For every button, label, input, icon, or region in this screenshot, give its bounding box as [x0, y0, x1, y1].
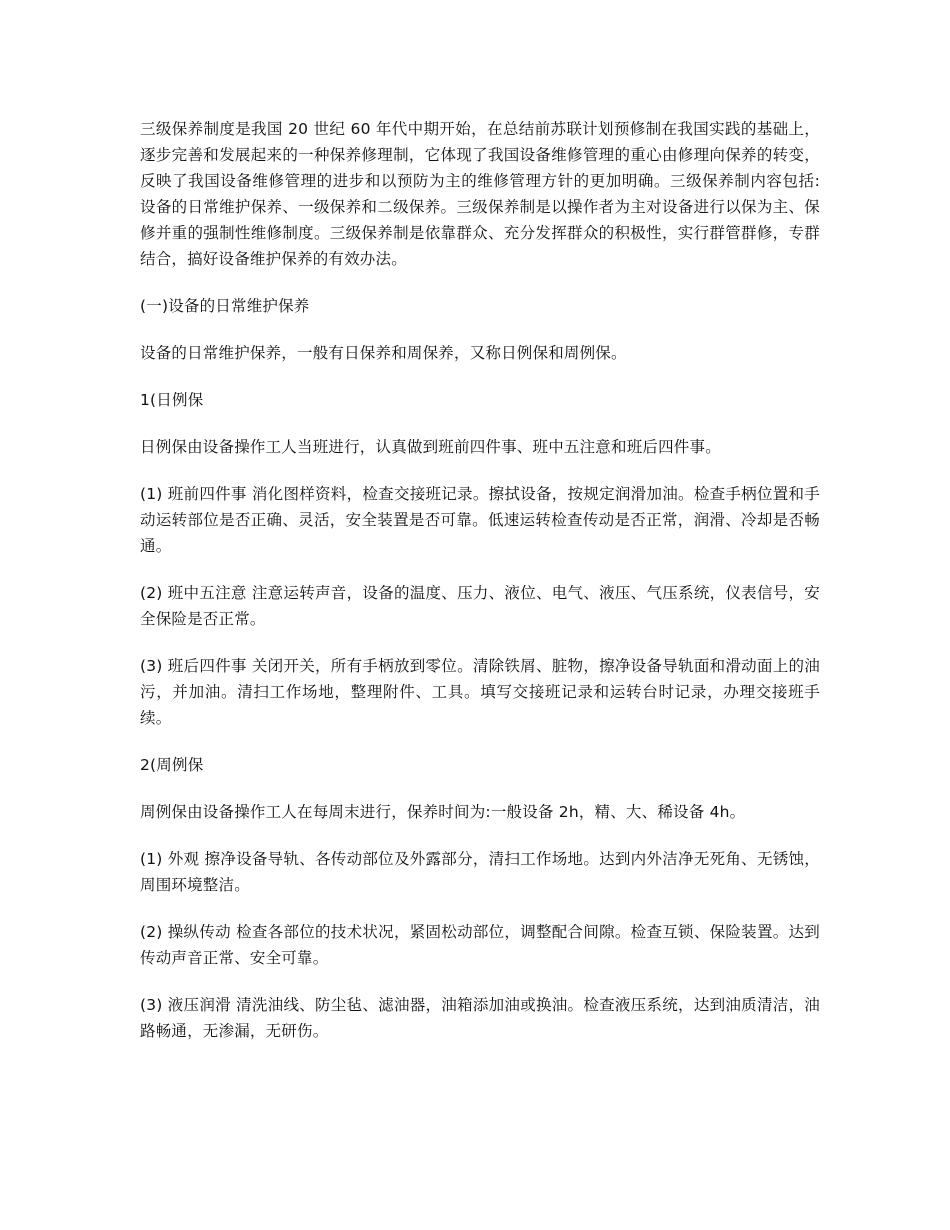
during-shift-paragraph: (2) 班中五注意 注意运转声音，设备的温度、压力、液位、电气、液压、气压系统，仪表信号，安全保险是否正常。	[140, 584, 820, 628]
subheading-weekly-routine: 2(周例保	[140, 756, 204, 774]
daily-maintenance-paragraph: 设备的日常维护保养，一般有日保养和周保养，又称日例保和周例保。	[140, 344, 627, 362]
weekly-routine-paragraph: 周例保由设备操作工人在每周末进行，保养时间为:一般设备 2h，精、大、稀设备 4h。	[140, 803, 746, 821]
section-heading-daily-maintenance: (一)设备的日常维护保养	[140, 297, 310, 315]
intro-paragraph: 三级保养制度是我国 20 世纪 60 年代中期开始，在总结前苏联计划预修制在我国实践的基础上，逐步完善和发展起来的一种保养修理制，它体现了我国设备维修管理的重心由修理向保养的转变，反映了我国设备维修管理的进步和以预防为主的维修管理方针的更加明确。三级保养制内容包括:设备的日常维护保养、一级保养和二级保养。三级保养制是以操作者为主对设备进行以保为主、保修并重的强制性维修制度。三级保养制是依靠群众、充分发挥群众的积极性，实行群管群修，专群结合，搞好设备维护保养的有效办法。	[140, 120, 820, 268]
document-body	[140, 116, 820, 1065]
after-shift-paragraph: (3) 班后四件事 关闭开关，所有手柄放到零位。清除铁屑、脏物，擦净设备导轨面和滑动面上的油污，并加油。清扫工作场地，整理附件、工具。填写交接班记录和运转台时记录，办理交接班手续。	[140, 657, 820, 727]
hydraulic-lubrication-paragraph: (3) 液压润滑 清洗油线、防尘毡、滤油器，油箱添加油或换油。检查液压系统，达到油质清洁，油路畅通，无渗漏，无研伤。	[140, 996, 820, 1040]
subheading-daily-routine: 1(日例保	[140, 391, 204, 409]
before-shift-paragraph: (1) 班前四件事 消化图样资料，检查交接班记录。擦拭设备，按规定润滑加油。检查手柄位置和手动运转部位是否正确、灵活，安全装置是否可靠。低速运转检查传动是否正常，润滑、冷却是否畅通。	[140, 485, 820, 555]
appearance-paragraph: (1) 外观 擦净设备导轨、各传动部位及外露部分，清扫工作场地。达到内外洁净无死角、无锈蚀，周围环境整洁。	[140, 850, 820, 894]
operation-transmission-paragraph: (2) 操纵传动 检查各部位的技术状况，紧固松动部位，调整配合间隙。检查互锁、保险装置。达到传动声音正常、安全可靠。	[140, 923, 820, 967]
daily-routine-paragraph: 日例保由设备操作工人当班进行，认真做到班前四件事、班中五注意和班后四件事。	[140, 438, 721, 456]
